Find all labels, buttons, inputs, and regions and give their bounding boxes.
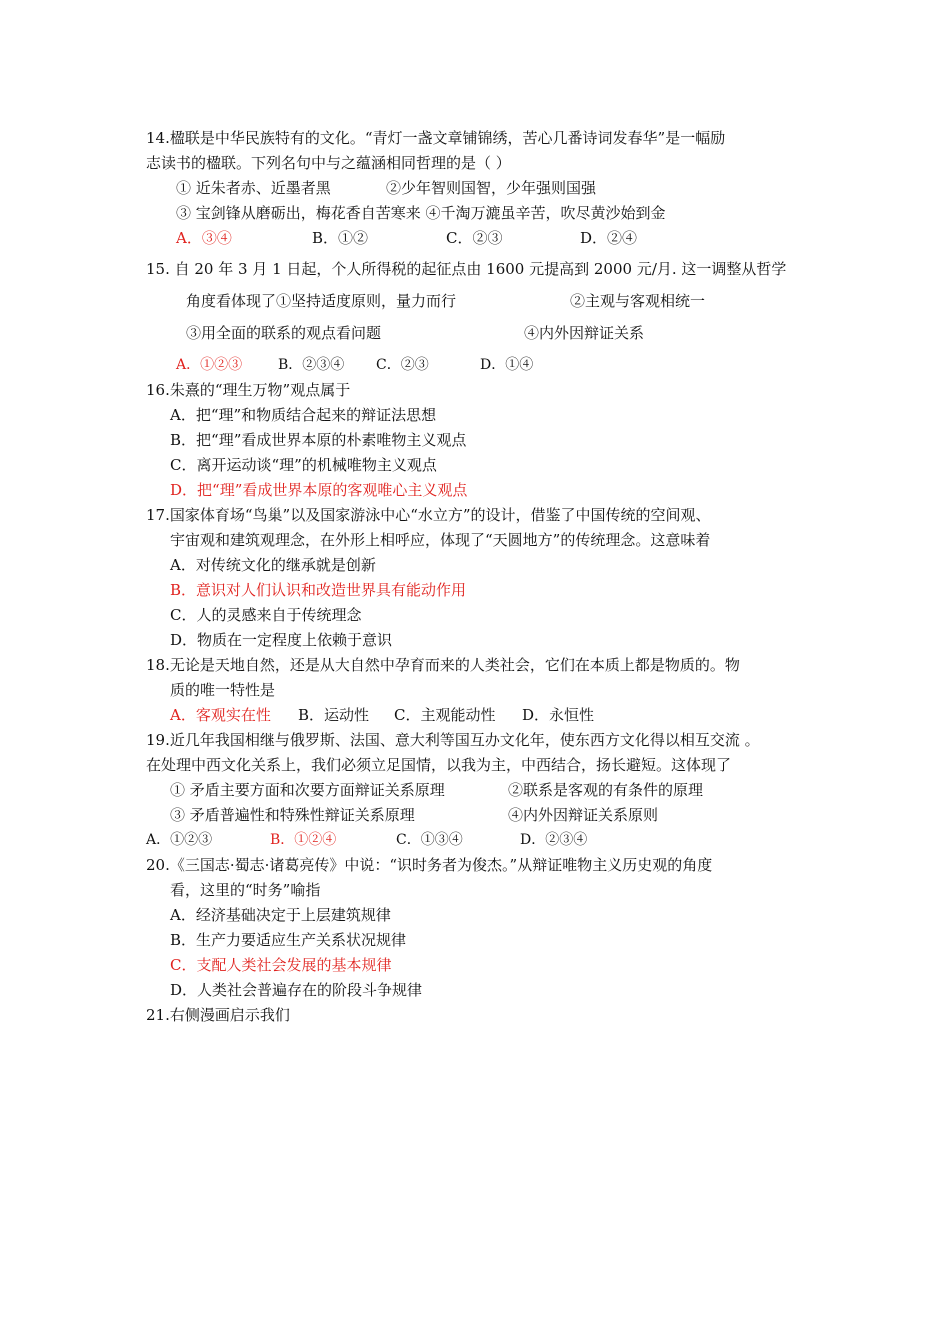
q17-stem-line-1: 17.国家体育场“鸟巢”以及国家游泳中心“水立方”的设计，借鉴了中国传统的空间观、 <box>146 506 711 524</box>
q15-stem-line-1: 15. 自 20 年 3 月 1 日起，个人所得税的起征点由 1600 元提高到 2000 元/月. 这一调整从哲学 <box>146 260 787 278</box>
q19-choice-a: A．①②③ <box>146 832 213 848</box>
q19-stem-line-2: 在处理中西文化关系上，我们必须立足国情，以我为主，中西结合，扬长避短。这体现了 <box>146 756 732 774</box>
q16-choice-a: A．把“理”和物质结合起来的辩证法思想 <box>170 406 437 424</box>
q14-option-1: ① 近朱者赤、近墨者黑 <box>176 179 331 197</box>
q19-choice-c: C．①③④ <box>396 832 463 848</box>
q15-choice-a-answer: A．①②③ <box>176 357 243 373</box>
q16-choice-c: C．离开运动谈“理”的机械唯物主义观点 <box>170 456 437 474</box>
q18-choice-c: C．主观能动性 <box>394 706 496 724</box>
q16-choice-b: B．把“理”看成世界本原的朴素唯物主义观点 <box>170 431 467 449</box>
q14-stem-line-2: 志读书的楹联。下列名句中与之蕴涵相同哲理的是（ ） <box>146 154 511 172</box>
q18-stem-line-1: 18.无论是天地自然，还是从大自然中孕育而来的人类社会，它们在本质上都是物质的。物 <box>146 656 740 674</box>
q17-choice-a: A．对传统文化的继承就是创新 <box>170 556 376 574</box>
q19-stem-line-1: 19.近几年我国相继与俄罗斯、法国、意大利等国互办文化年，使东西方文化得以相互交流 。 <box>146 731 760 749</box>
q18-choice-a-answer: A．客观实在性 <box>170 706 271 724</box>
q16-choice-d-answer: D．把“理”看成世界本原的客观唯心主义观点 <box>170 481 468 499</box>
q15-option-4: ④内外因辩证关系 <box>524 324 645 342</box>
q15-choice-c: C．②③ <box>376 357 429 373</box>
q20-stem-line-1: 20.《三国志·蜀志·诸葛亮传》中说：“识时务者为俊杰。”从辩证唯物主义历史观的角度 <box>146 856 713 874</box>
q15-stem-line-2: 角度看体现了①坚持适度原则，量力而行 <box>186 292 457 310</box>
q20-choice-c-answer: C．支配人类社会发展的基本规律 <box>170 956 392 974</box>
q14-option-2: ②少年智则国智，少年强则国强 <box>386 179 597 197</box>
q18-choice-d: D．永恒性 <box>522 706 595 724</box>
q21-stem: 21.右侧漫画启示我们 <box>146 1006 290 1024</box>
q14-choice-b: B．①② <box>312 229 369 247</box>
q15-choice-b: B．②③④ <box>278 357 345 373</box>
q20-choice-d: D．人类社会普遍存在的阶段斗争规律 <box>170 981 423 999</box>
q16-stem: 16.朱熹的“理生万物”观点属于 <box>146 381 351 399</box>
q20-choice-b: B．生产力要适应生产关系状况规律 <box>170 931 407 949</box>
q18-choice-b: B．运动性 <box>298 706 370 724</box>
q14-choice-c: C．②③ <box>446 229 503 247</box>
q17-choice-c: C．人的灵感来自于传统理念 <box>170 606 362 624</box>
q20-stem-line-2: 看，这里的“时务”喻指 <box>170 881 321 899</box>
q19-option-3: ③ 矛盾普遍性和特殊性辩证关系原理 <box>170 806 415 824</box>
q14-choice-d: D．②④ <box>580 229 638 247</box>
q17-choice-b-answer: B．意识对人们认识和改造世界具有能动作用 <box>170 581 467 599</box>
q14-stem-line-1: 14.楹联是中华民族特有的文化。“青灯一盏文章铺锦绣，苦心几番诗词发春华”是一幅励 <box>146 129 726 147</box>
q15-option-3: ③用全面的联系的观点看问题 <box>186 324 382 342</box>
q17-choice-d: D．物质在一定程度上依赖于意识 <box>170 631 393 649</box>
q19-choice-b-answer: B．①②④ <box>270 832 337 848</box>
q17-stem-line-2: 宇宙观和建筑观理念，在外形上相呼应，体现了“天圆地方”的传统理念。这意味着 <box>170 531 711 549</box>
q15-choice-d: D．①④ <box>480 357 534 373</box>
q19-option-1: ① 矛盾主要方面和次要方面辩证关系原理 <box>170 781 445 799</box>
q18-stem-line-2: 质的唯一特性是 <box>170 681 276 699</box>
q20-choice-a: A．经济基础决定于上层建筑规律 <box>170 906 391 924</box>
q19-option-4: ④内外因辩证关系原则 <box>508 806 659 824</box>
q19-choice-d: D．②③④ <box>520 832 588 848</box>
q19-option-2: ②联系是客观的有条件的原理 <box>508 781 704 799</box>
q14-choice-a-answer: A．③④ <box>176 229 232 247</box>
q14-option-3-4: ③ 宝剑锋从磨砺出，梅花香自苦寒来 ④千淘万漉虽辛苦，吹尽黄沙始到金 <box>176 204 666 222</box>
q15-option-2: ②主观与客观相统一 <box>570 292 706 310</box>
